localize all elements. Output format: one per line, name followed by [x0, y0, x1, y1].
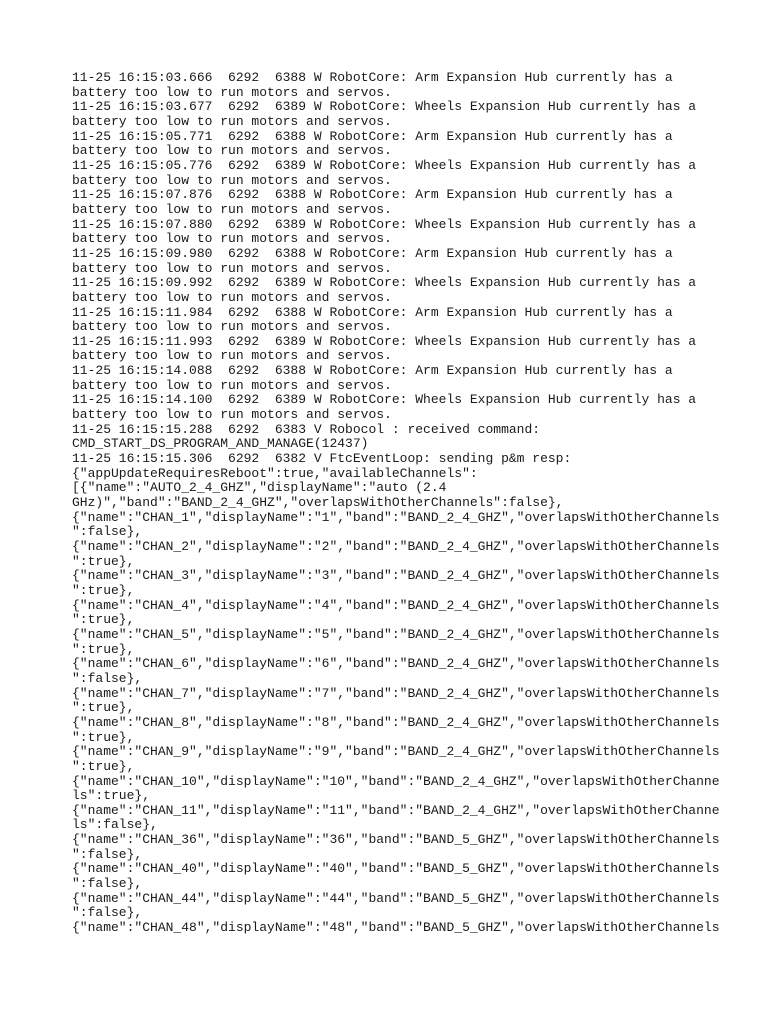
log-line: {"name":"CHAN_11","displayName":"11","band":"BAND_2_4_GHZ","overlapsWithOtherChanne [72, 802, 720, 818]
log-line: {"name":"CHAN_36","displayName":"36","band":"BAND_5_GHZ","overlapsWithOtherChannels [72, 832, 720, 848]
log-line: ls":false}, [72, 817, 158, 833]
log-line: battery too low to run motors and servos. [72, 113, 392, 129]
log-line: {"name":"CHAN_4","displayName":"4","band":"BAND_2_4_GHZ","overlapsWithOtherChannels [72, 597, 720, 613]
log-line: ":true}, [72, 700, 135, 716]
log-line: GHz)","band":"BAND_2_4_GHZ","overlapsWithOtherChannels":false}, [72, 495, 564, 511]
log-line: [{"name":"AUTO_2_4_GHZ","displayName":"auto (2.4 [72, 480, 447, 496]
log-line: battery too low to run motors and servos. [72, 407, 392, 423]
log-line: 11-25 16:15:11.984 6292 6388 W RobotCore: Arm Expansion Hub currently has a [72, 304, 673, 320]
log-line: {"name":"CHAN_6","displayName":"6","band":"BAND_2_4_GHZ","overlapsWithOtherChannels [72, 656, 720, 672]
log-line: battery too low to run motors and servos. [72, 172, 392, 188]
log-line: 11-25 16:15:05.771 6292 6388 W RobotCore: Arm Expansion Hub currently has a [72, 128, 673, 144]
log-line: battery too low to run motors and servos. [72, 319, 392, 335]
log-line: battery too low to run motors and servos. [72, 289, 392, 305]
log-line: battery too low to run motors and servos. [72, 260, 392, 276]
log-line: 11-25 16:15:03.677 6292 6389 W RobotCore: Wheels Expansion Hub currently has a [72, 99, 697, 115]
log-line: 11-25 16:15:14.088 6292 6388 W RobotCore: Arm Expansion Hub currently has a [72, 363, 673, 379]
log-line: {"name":"CHAN_2","displayName":"2","band":"BAND_2_4_GHZ","overlapsWithOtherChannels [72, 539, 720, 554]
log-line: 11-25 16:15:05.776 6292 6389 W RobotCore: Wheels Expansion Hub currently has a [72, 157, 697, 173]
log-line: 11-25 16:15:14.100 6292 6389 W RobotCore: Wheels Expansion Hub currently has a [72, 392, 697, 408]
log-line: {"name":"CHAN_3","displayName":"3","band":"BAND_2_4_GHZ","overlapsWithOtherChannels [72, 568, 720, 584]
log-line: ":false}, [72, 524, 143, 540]
log-line: 11-25 16:15:09.992 6292 6389 W RobotCore: Wheels Expansion Hub currently has a [72, 275, 697, 291]
log-line: battery too low to run motors and servos. [72, 231, 392, 247]
log-line: {"name":"CHAN_48","displayName":"48","band":"BAND_5_GHZ","overlapsWithOtherChannels [72, 920, 720, 936]
log-line: 11-25 16:15:09.980 6292 6388 W RobotCore: Arm Expansion Hub currently has a [72, 245, 673, 261]
log-line: {"name":"CHAN_5","displayName":"5","band":"BAND_2_4_GHZ","overlapsWithOtherChannels [72, 626, 720, 642]
log-line: 11-25 16:15:15.306 6292 6382 V FtcEventLoop: sending p&m resp: [72, 451, 572, 467]
log-line: 11-25 16:15:07.880 6292 6389 W RobotCore: Wheels Expansion Hub currently has a [72, 216, 697, 232]
log-line: ":false}, [72, 905, 143, 921]
log-line: 11-25 16:15:11.993 6292 6389 W RobotCore: Wheels Expansion Hub currently has a [72, 333, 697, 349]
log-line: battery too low to run motors and servos. [72, 143, 392, 159]
log-line: {"appUpdateRequiresReboot":true,"availableChannels": [72, 465, 478, 481]
log-line: {"name":"CHAN_44","displayName":"44","band":"BAND_5_GHZ","overlapsWithOtherChannels [72, 890, 720, 906]
log-line: battery too low to run motors and servos. [72, 348, 392, 364]
log-line: battery too low to run motors and servos. [72, 377, 392, 393]
log-line: {"name":"CHAN_9","displayName":"9","band":"BAND_2_4_GHZ","overlapsWithOtherChannels [72, 744, 720, 760]
log-line: ":false}, [72, 670, 143, 686]
log-line: 11-25 16:15:15.288 6292 6383 V Robocol : received command: [72, 421, 541, 437]
log-line: {"name":"CHAN_7","displayName":"7","band":"BAND_2_4_GHZ","overlapsWithOtherChannels [72, 685, 720, 701]
log-line: ls":true}, [72, 788, 151, 804]
log-line: {"name":"CHAN_40","displayName":"40","band":"BAND_5_GHZ","overlapsWithOtherChannels [72, 861, 720, 877]
log-line: ":true}, [72, 729, 135, 745]
log-line: 11-25 16:15:03.666 6292 6388 W RobotCore: Arm Expansion Hub currently has a [72, 70, 673, 85]
log-line: CMD_START_DS_PROGRAM_AND_MANAGE(12437) [72, 436, 369, 452]
log-line: battery too low to run motors and servos. [72, 201, 392, 217]
log-line: ":false}, [72, 846, 143, 862]
log-line: ":true}, [72, 641, 135, 657]
log-line: 11-25 16:15:07.876 6292 6388 W RobotCore: Arm Expansion Hub currently has a [72, 187, 673, 203]
log-text-page [72, 71, 732, 936]
log-line: ":true}, [72, 553, 135, 569]
log-line: ":true}, [72, 758, 135, 774]
log-line: {"name":"CHAN_10","displayName":"10","band":"BAND_2_4_GHZ","overlapsWithOtherChanne [72, 773, 720, 789]
log-line: battery too low to run motors and servos. [72, 84, 392, 100]
log-line: ":true}, [72, 582, 135, 598]
log-line: {"name":"CHAN_8","displayName":"8","band":"BAND_2_4_GHZ","overlapsWithOtherChannels [72, 714, 720, 730]
log-line: {"name":"CHAN_1","displayName":"1","band":"BAND_2_4_GHZ","overlapsWithOtherChannels [72, 509, 720, 525]
log-line: ":true}, [72, 612, 135, 628]
log-line: ":false}, [72, 876, 143, 892]
